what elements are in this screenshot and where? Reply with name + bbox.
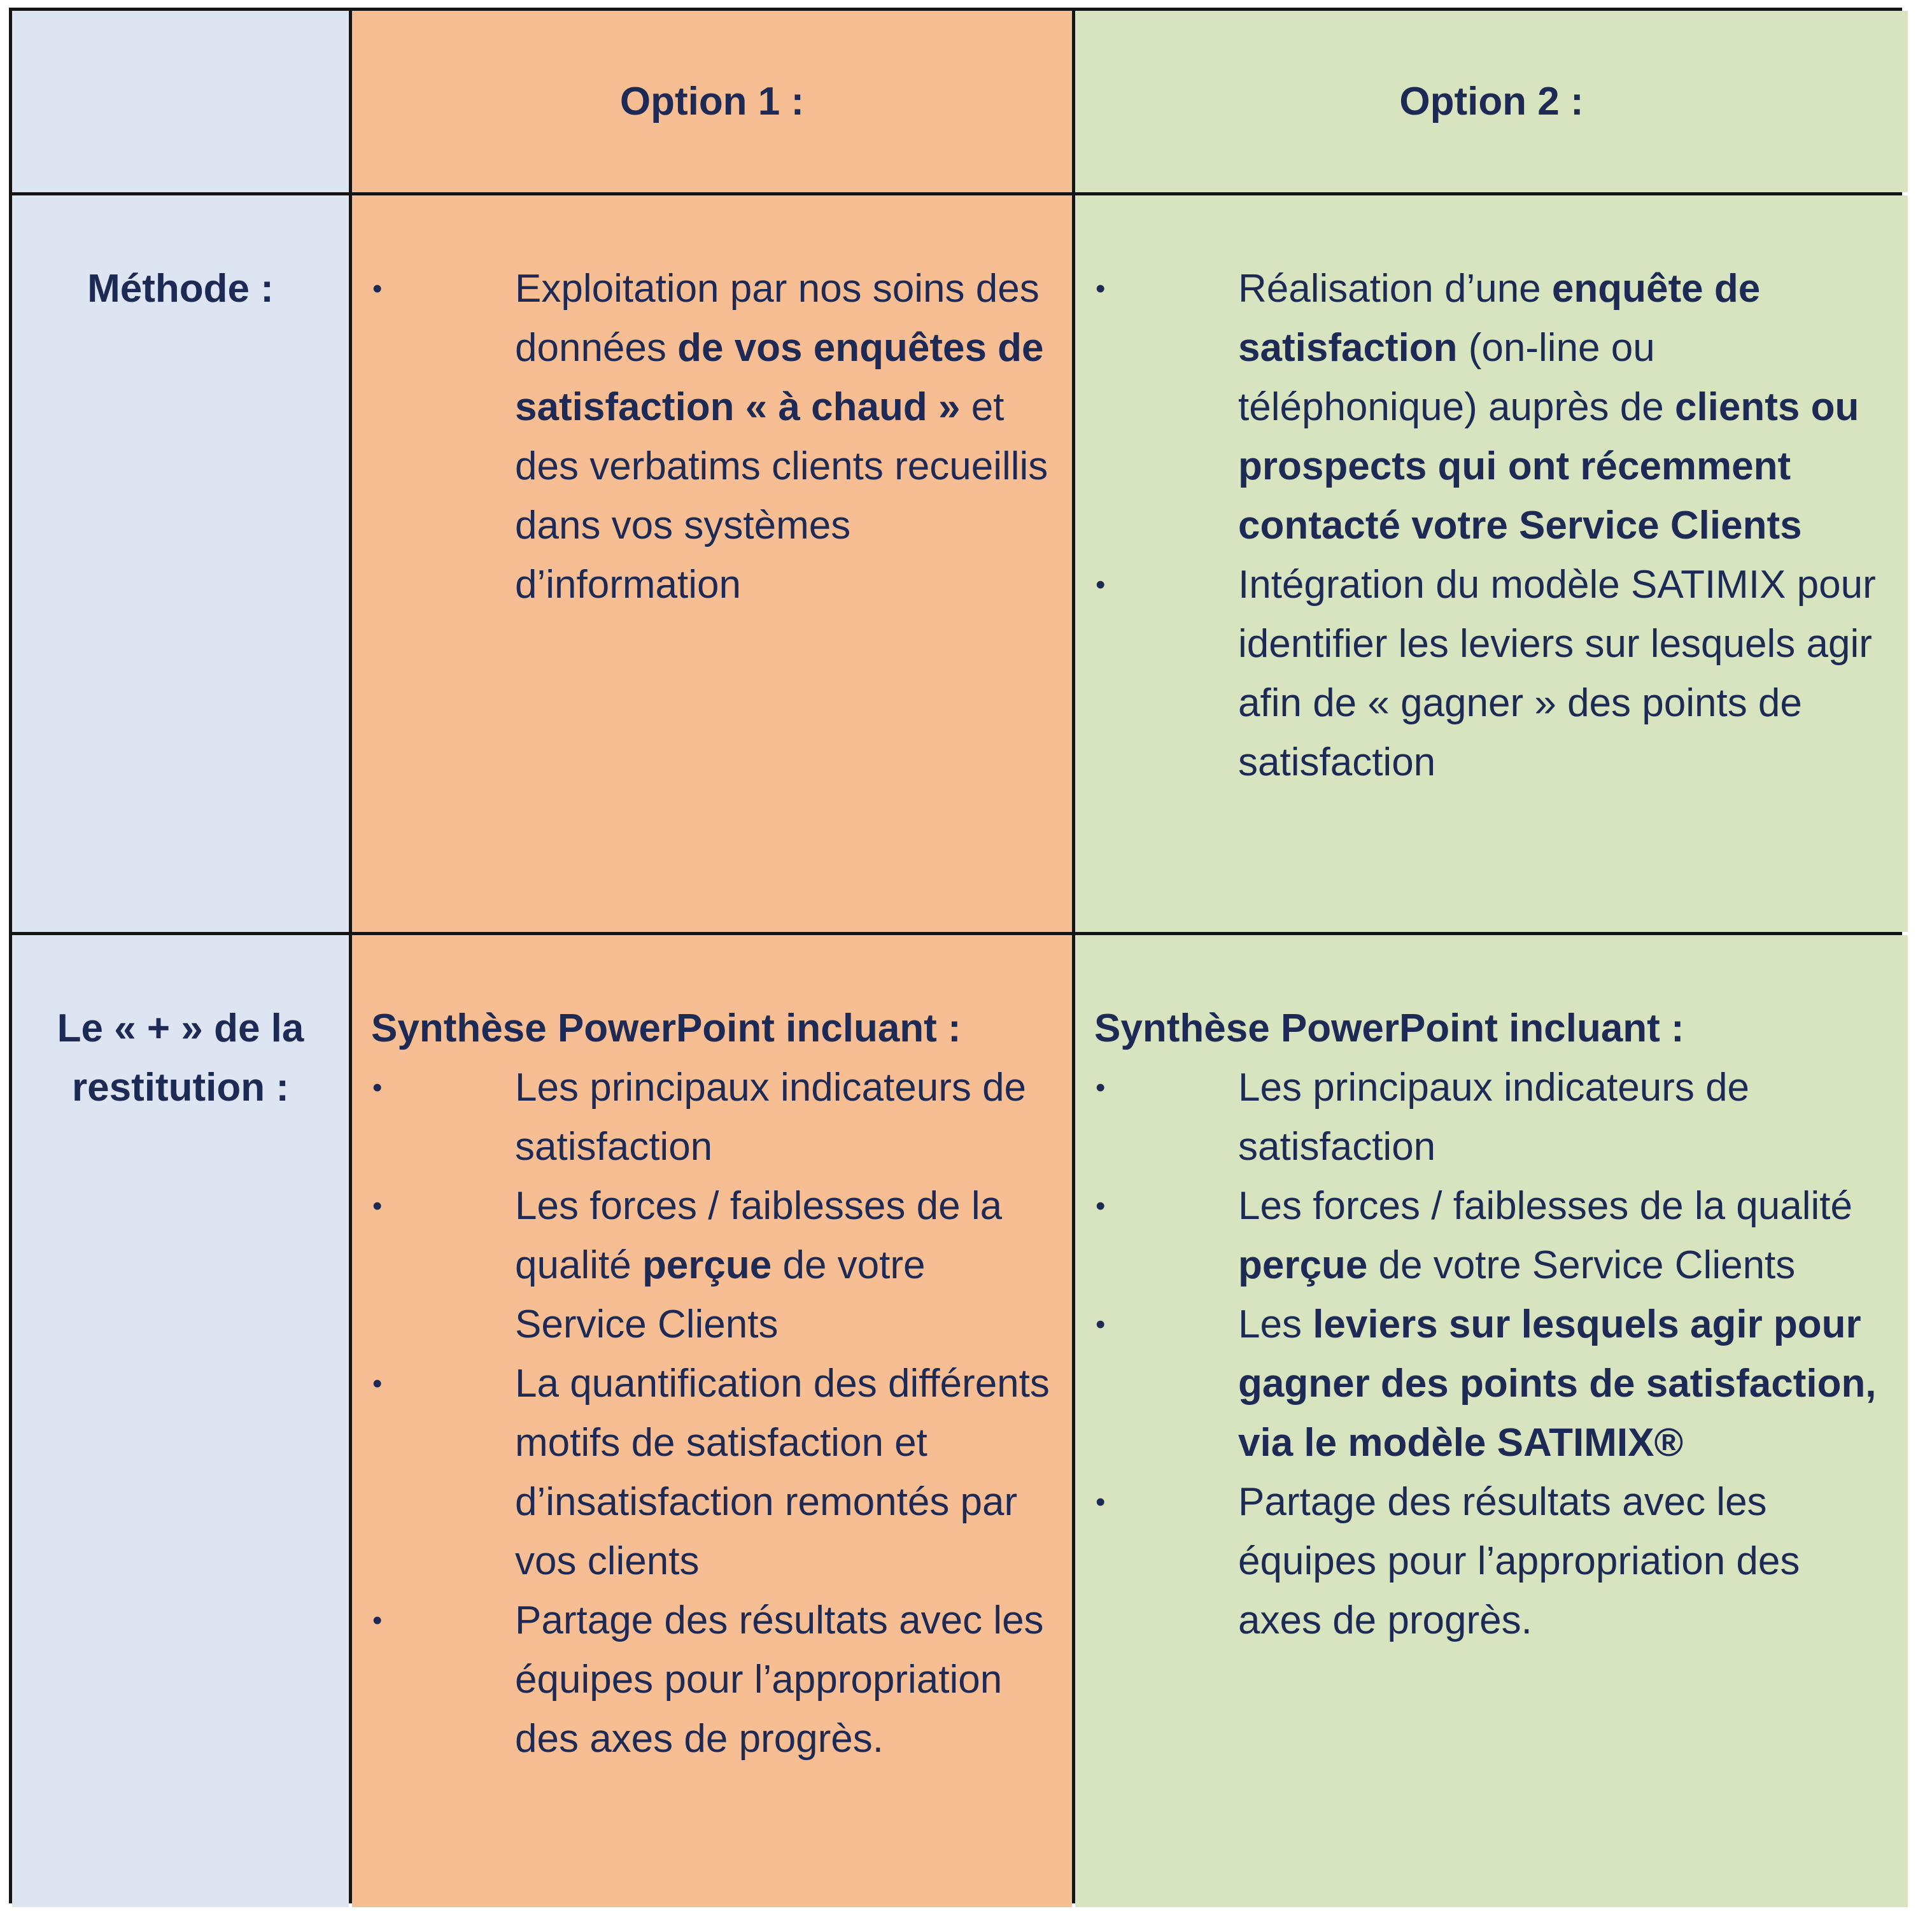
list-item [371,1176,1053,1354]
header-option2: Option 2 : [1399,80,1584,123]
list-item-text [1238,555,1889,792]
list-item-text [515,1354,1053,1591]
bullet-glyph: • [1096,1190,1106,1222]
comparison-table [9,8,1902,1903]
row-methode-option2-content [1075,195,1908,792]
text-segment: Partage des résultats avec les équipes pour l’appropriation des axes de progrès. [1238,1480,1800,1642]
row-restitution-option1-content [352,935,1072,1768]
text-segment: Partage des résultats avec les équipes pour l’appropriation des axes de progrès. [515,1598,1044,1761]
text-segment: Exploitation par nos soins des données [515,267,1040,370]
emphasized-text: perçue [1238,1243,1368,1287]
text-segment: Réalisation d’une [1238,267,1552,311]
text-segment: Les forces / faiblesses de la qualité [1238,1184,1852,1228]
text-segment: de votre Service Clients [515,1243,926,1346]
list-item [1094,1058,1889,1176]
list-item [371,1058,1053,1176]
row-methode-label-cell [12,195,349,932]
bullet-glyph: • [1096,1309,1106,1340]
emphasized-text: de vos enquêtes de satisfaction « à chaud » [515,326,1044,429]
text-segment: (on-line ou téléphonique) auprès de [1238,326,1675,429]
row-restitution-option2-content [1075,935,1908,1650]
list-item-text [515,1058,1053,1176]
text-segment: Les principaux indicateurs de satisfaction [1238,1066,1750,1169]
text-segment: La quantification des différents motifs de satisfaction et d’insatisfaction remontés par vos clients [515,1362,1050,1583]
list-item [1094,1295,1889,1472]
list-item [371,259,1053,614]
row-methode-option1-content [352,195,1072,614]
emphasized-text: perçue [642,1243,772,1287]
synthesis-heading: Synthèse PowerPoint incluant : [1094,1006,1684,1050]
text-segment: Intégration du modèle SATIMIX pour identifier les leviers sur lesquels agir afin de « gagner » des points de satisfaction [1238,563,1876,784]
bullet-icon [371,1176,515,1354]
text-segment: et des verbatims clients recueillis dans vos systèmes d’information [515,385,1048,607]
bullet-glyph: • [372,1605,383,1636]
header-corner-text [12,11,349,192]
bullet-glyph: • [372,1072,383,1103]
emphasized-text: enquête de satisfaction [1238,267,1761,370]
list-item-text [1238,1176,1889,1295]
row-restitution-option2-cell [1075,935,1908,1907]
bullet-icon [371,1354,515,1591]
header-option1: Option 1 : [619,80,805,123]
header-option2-cell [1075,11,1908,192]
list-item-text [1238,1295,1889,1472]
bullet-icon [371,1591,515,1768]
bullet-glyph: • [1096,1072,1106,1103]
bullet-glyph: • [372,1190,383,1222]
bullet-glyph: • [1096,569,1106,600]
list-item-text [1238,1472,1889,1650]
list-item-text [1238,259,1889,555]
bullet-glyph: • [1096,1486,1106,1518]
row-methode-option2-cell [1075,195,1908,932]
header-option1-cell [352,11,1072,192]
list-item-text [515,259,1053,614]
list-item [1094,1176,1889,1295]
header-corner-cell [12,11,349,192]
row-restitution-label-cell [12,935,349,1907]
emphasized-text: leviers sur lesquels agir pour gagner des points de satisfaction, via le modèle SATIMIX® [1238,1302,1877,1465]
bullet-icon [1094,259,1238,555]
bullet-glyph: • [1096,273,1106,304]
text-segment: Les forces / faiblesses de la qualité [515,1184,1003,1287]
list-item [1094,1472,1889,1650]
list-item [1094,555,1889,792]
bullet-icon [371,259,515,614]
emphasized-text: clients ou prospects qui ont récemment contacté votre Service Clients [1238,385,1859,547]
row-methode-option1-cell [352,195,1072,932]
text-segment: Les [1238,1302,1313,1346]
list-item-text [515,1591,1053,1768]
bullet-icon [1094,555,1238,792]
row-restitution-option1-cell [352,935,1072,1907]
bullet-icon [1094,1058,1238,1176]
synthesis-heading: Synthèse PowerPoint incluant : [371,1006,961,1050]
text-segment: de votre Service Clients [1367,1243,1796,1287]
bullet-icon [1094,1176,1238,1295]
row-methode-label: Méthode : [87,267,274,311]
list-item-text [515,1176,1053,1354]
bullet-glyph: • [372,1368,383,1399]
text-segment: Les principaux indicateurs de satisfaction [515,1066,1027,1169]
list-item-text [1238,1058,1889,1176]
list-item [1094,259,1889,555]
bullet-icon [1094,1295,1238,1472]
list-item [371,1354,1053,1591]
bullet-icon [371,1058,515,1176]
row-restitution-label: Le « + » de la restitution : [57,1006,304,1110]
bullet-icon [1094,1472,1238,1650]
bullet-glyph: • [372,273,383,304]
list-item [371,1591,1053,1768]
